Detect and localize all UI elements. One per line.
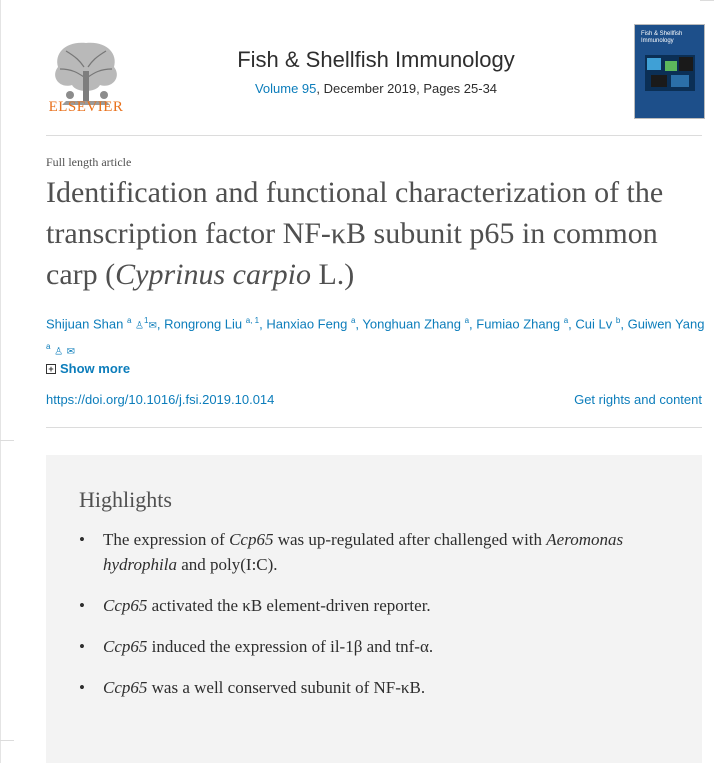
highlight-item xyxy=(79,593,679,618)
author-link[interactable]: Rongrong Liu xyxy=(164,316,243,332)
top-right-rule xyxy=(700,0,714,1)
show-more-button[interactable] xyxy=(46,361,130,376)
highlight-item xyxy=(79,675,679,700)
author-affiliation: a xyxy=(350,316,356,325)
cover-image xyxy=(645,55,695,91)
left-edge-line xyxy=(0,0,1,763)
highlight-text: and poly(I:C). xyxy=(176,555,278,574)
author-link[interactable]: Yonghuan Zhang xyxy=(362,316,461,332)
author-link[interactable]: Guiwen Yang xyxy=(627,316,705,332)
author-link[interactable]: Hanxiao Feng xyxy=(266,316,348,332)
title-species: Cyprinus carpio xyxy=(115,258,311,291)
article-type: Full length article xyxy=(46,155,132,169)
author-footnote: 1 xyxy=(144,316,149,325)
highlight-gene: Ccp65 xyxy=(229,530,274,549)
sidebar-divider xyxy=(0,440,14,441)
author-affiliation: a, 1 xyxy=(245,316,260,325)
highlight-item xyxy=(79,527,679,577)
highlights-panel xyxy=(46,455,702,763)
author-affiliation: a xyxy=(126,316,132,325)
journal-title[interactable]: Fish & Shellfish Immunology xyxy=(237,47,515,72)
highlight-gene: Ccp65 xyxy=(103,596,148,615)
highlights-heading: Highlights xyxy=(79,487,172,512)
volume-link[interactable]: Volume 95 xyxy=(254,81,317,96)
highlight-text: The expression of xyxy=(103,530,230,549)
highlight-item xyxy=(79,634,679,659)
email-icon[interactable]: ✉ xyxy=(148,320,157,332)
issue-info: , December 2019, Pages 25-34 xyxy=(316,81,498,96)
author-link[interactable]: Fumiao Zhang xyxy=(476,316,561,332)
author-link[interactable]: Shijuan Shan xyxy=(46,316,124,332)
divider xyxy=(46,427,702,428)
person-icon[interactable]: ♙ xyxy=(135,320,145,332)
highlight-text: was a well conserved subunit of NF-κB. xyxy=(147,678,426,697)
plus-icon: + xyxy=(46,364,56,374)
cover-title: Fish & Shellfish Immunology xyxy=(641,31,683,44)
journal-header xyxy=(46,15,702,136)
email-icon[interactable]: ✉ xyxy=(66,346,76,358)
author-affiliation: a xyxy=(464,316,470,325)
highlight-text: was up-regulated after challenged with xyxy=(273,530,547,549)
highlights-list xyxy=(79,527,679,716)
author-affiliation: a xyxy=(46,342,51,352)
author-affiliation: a xyxy=(563,316,569,325)
sidebar-divider xyxy=(0,740,14,741)
journal-issue xyxy=(176,81,576,96)
author-list: Shijuan Shan $^a$ ♙$^1$✉, Rongrong Liu $^{a, 1}$, Hanxiao Feng $^a$, Yonghuan Zhang $^a$, Fumiao Zhang $^a$, Cui Lv $^b$, Guiwen Yang $^a$ ♙ ✉ xyxy=(46,316,705,358)
highlight-gene: Ccp65 xyxy=(103,678,148,697)
highlight-text: activated the κB element-driven reporter. xyxy=(147,596,431,615)
author-link[interactable]: Cui Lv xyxy=(575,316,613,332)
person-icon[interactable]: ♙ xyxy=(54,346,64,358)
highlight-gene: Ccp65 xyxy=(103,637,148,656)
title-text: Identification and functional characterization of the transcription factor NF-κB subunit p65 in common carp ( xyxy=(46,176,664,291)
journal-cover-thumbnail[interactable] xyxy=(634,24,705,119)
highlight-species: Aeromonas hydrophila xyxy=(103,530,624,574)
title-suffix: L.) xyxy=(310,258,355,291)
article-title xyxy=(46,172,696,295)
rights-link[interactable]: Get rights and content xyxy=(574,392,702,407)
author-affiliation: b xyxy=(615,316,621,325)
doi-link[interactable]: https://doi.org/10.1016/j.fsi.2019.10.014 xyxy=(46,392,275,407)
show-more-label: Show more xyxy=(60,361,131,376)
highlight-text: induced the expression of il-1β and tnf-α. xyxy=(147,637,434,656)
publisher-wordmark: ELSEVIER xyxy=(48,99,124,115)
